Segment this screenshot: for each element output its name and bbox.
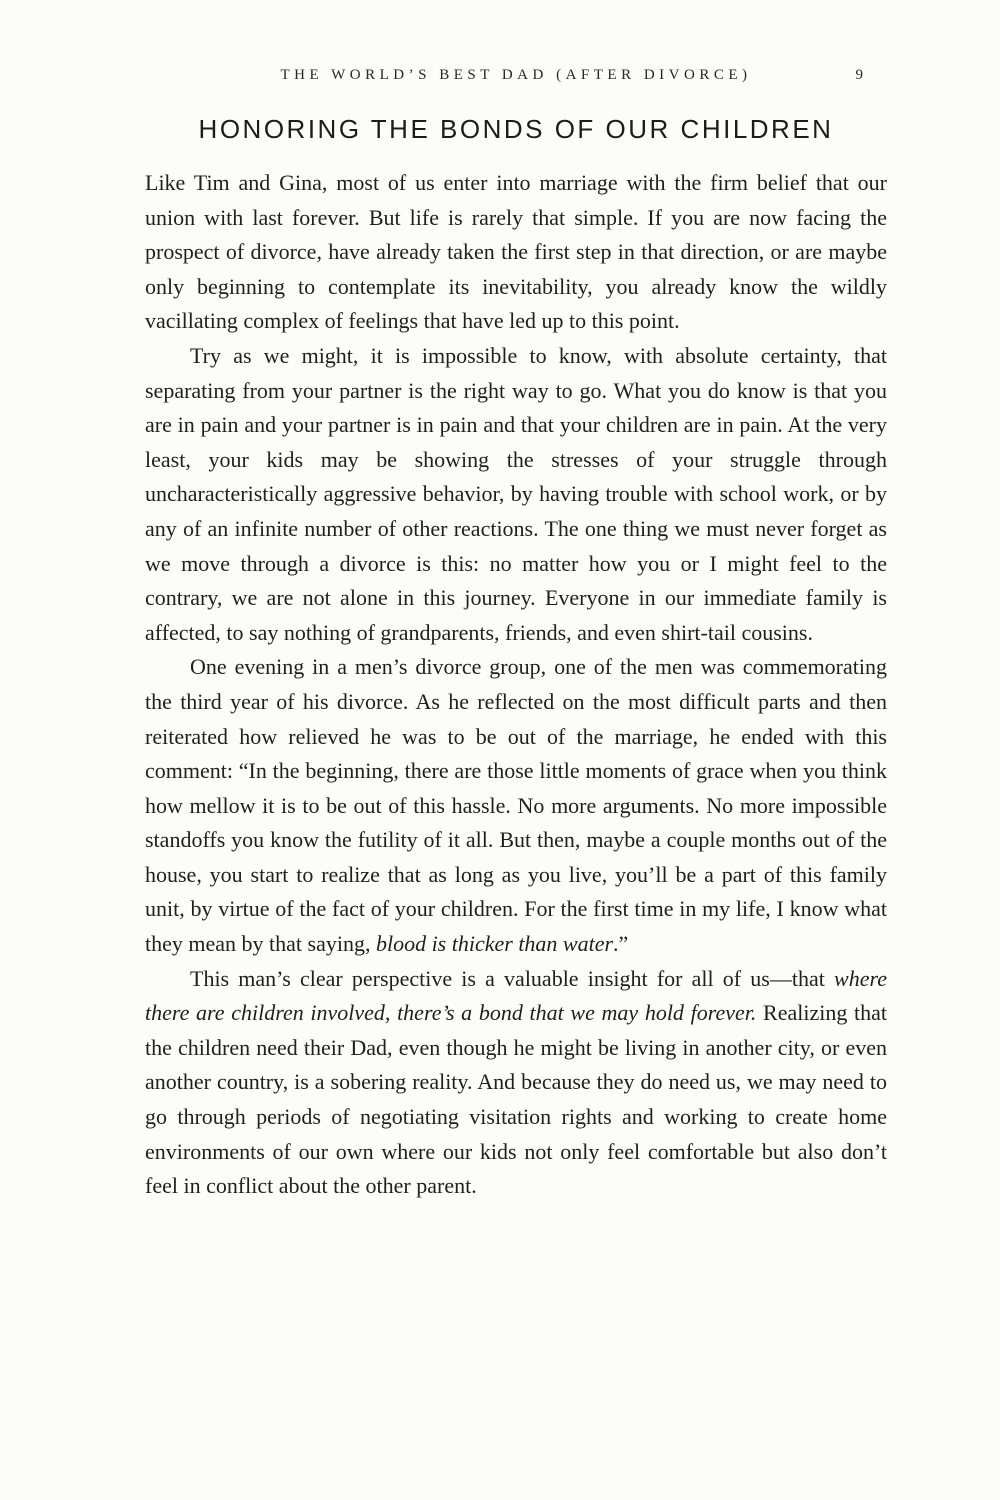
paragraph xyxy=(145,962,887,1204)
section-heading: HONORING THE BONDS OF OUR CHILDREN xyxy=(198,114,834,144)
body-text xyxy=(145,166,887,1204)
paragraph-text: One evening in a men’s divorce group, one of the men was commemorating the third year of his divorce. As he reflected on the most difficult parts and then reiterated how relieved he was to be out of the marriage, he ended with this comment: “In the beginning, there are those little moments of grace when you think how mellow it is to be out of this hassle. No more arguments. No more impossible standoffs you know the futility of it all. But then, maybe a couple months out of the house, you start to realize that as long as you live, you’ll be a part of this family unit, by virtue of the fact of your children. For the first time in my life, I know what they mean by that saying, xyxy=(145,654,887,957)
italic-phrase: blood is thicker than water xyxy=(375,931,614,957)
paragraph xyxy=(145,166,887,339)
italic-phrase: where there are children involved, there’s a bond that we may hold forever. xyxy=(145,965,887,1026)
paragraph-text: .” xyxy=(613,931,629,957)
paragraph-text: This man’s clear perspective is a valuable insight for all of us—that xyxy=(190,965,835,991)
page-number: 9 xyxy=(855,67,863,83)
page-header xyxy=(145,67,887,84)
running-head: THE WORLD’S BEST DAD (AFTER DIVORCE) xyxy=(280,67,752,83)
paragraph-text: Try as we might, it is impossible to know, with absolute certainty, that separating from your partner is the right way to go. What you do know is that you are in pain and your partner is in pain and that your children are in pain. At the very least, your kids may be showing the stresses of your struggle through uncharacteristically aggressive behavior, by having trouble with school work, or by any of an infinite number of other reactions. The one thing we must never forget as we move through a divorce is this: no matter how you or I might feel to the contrary, we are not alone in this journey. Everyone in our immediate family is affected, to say nothing of grandparents, friends, and even shirt-tail cousins. xyxy=(145,342,887,645)
paragraph xyxy=(145,339,887,650)
paragraph-text: Realizing that the children need their Dad, even though he might be living in another city, or even another country, is a sobering reality. And because they do need us, we may need to go through periods of negotiating visitation rights and working to create home environments of our own where our kids not only feel comfortable but also don’t feel in conflict about the other parent. xyxy=(145,1000,887,1199)
paragraph-text: Like Tim and Gina, most of us enter into marriage with the firm belief that our union with last forever. But life is rarely that simple. If you are now facing the prospect of divorce, have already taken the first step in that direction, or are maybe only beginning to contemplate its inevitability, you already know the wildly vacillating complex of feelings that have led up to this point. xyxy=(145,170,887,334)
paragraph xyxy=(145,650,887,961)
